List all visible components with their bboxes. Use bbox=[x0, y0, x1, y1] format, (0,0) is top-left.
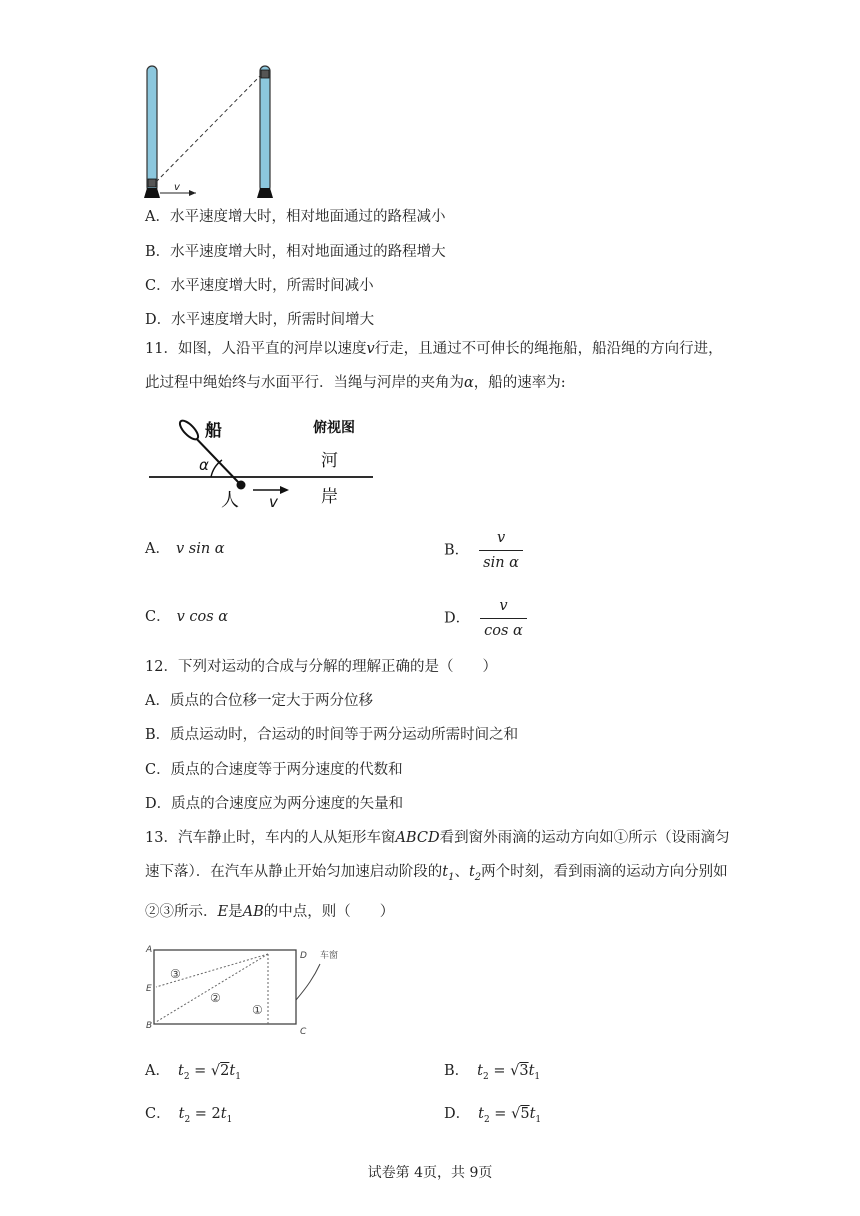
river-label: 河 bbox=[321, 451, 338, 471]
window-pointer-line bbox=[296, 964, 320, 1000]
label-e: E bbox=[146, 984, 152, 994]
q12-option-d: D．质点的合速度应为两分速度的矢量和 bbox=[145, 796, 404, 812]
right-tube-base bbox=[257, 188, 273, 198]
q12-stem: 12．下列对运动的合成与分解的理解正确的是（ ） bbox=[145, 659, 497, 675]
boat-label: 船 bbox=[205, 421, 222, 441]
label-circle-2: ② bbox=[210, 991, 221, 1005]
v-label: v bbox=[269, 493, 278, 511]
label-window: 车窗 bbox=[320, 951, 339, 961]
label-c: C bbox=[300, 1027, 307, 1037]
q11-option-b: B． $\frac{v}{\text{sin α}}$ bbox=[444, 528, 523, 573]
q13-option-c: C． $t_2 = 2t_1$ bbox=[145, 1106, 233, 1125]
car-window-figure bbox=[142, 942, 352, 1038]
q12-option-a: A．质点的合位移一定大于两分位移 bbox=[145, 693, 373, 709]
right-tube bbox=[260, 66, 270, 192]
left-block bbox=[148, 179, 156, 187]
q13-option-d: D． $t_2 = √5t_1$ bbox=[444, 1106, 542, 1125]
person-label: 人 bbox=[221, 490, 239, 511]
right-block bbox=[261, 70, 269, 78]
q12-option-c: C．质点的合速度等于两分速度的代数和 bbox=[145, 762, 403, 778]
left-tube-base bbox=[144, 188, 160, 198]
q10-option-b: B．水平速度增大时，相对地面通过的路程增大 bbox=[145, 244, 446, 260]
velocity-label: v bbox=[174, 182, 180, 193]
q13-option-b: B． $t_2 = √3t_1$ bbox=[444, 1063, 541, 1082]
q11-option-a: A． v sin α bbox=[145, 541, 225, 557]
view-label: 俯视图 bbox=[313, 420, 355, 436]
bank-label: 岸 bbox=[321, 487, 338, 507]
velocity-arrowhead bbox=[189, 190, 196, 196]
label-b: B bbox=[146, 1021, 153, 1031]
tube-figure bbox=[140, 62, 280, 202]
q10-option-a: A．水平速度增大时，相对地面通过的路程减小 bbox=[145, 209, 446, 225]
q10-option-d: D．水平速度增大时，所需时间增大 bbox=[145, 312, 375, 328]
left-tube bbox=[147, 66, 157, 192]
label-d: D bbox=[300, 951, 307, 961]
person-dot bbox=[237, 481, 246, 490]
page-footer: 试卷第 4页，共 9页 bbox=[367, 1165, 493, 1181]
river-figure bbox=[145, 410, 385, 512]
dashed-path bbox=[156, 75, 261, 182]
q13-option-a: A． $t_2 = √2t_1$ bbox=[145, 1063, 241, 1082]
q12-option-b: B．质点运动时，合运动的时间等于两分运动所需时间之和 bbox=[145, 727, 519, 743]
alpha-label: α bbox=[199, 456, 209, 474]
window-rect bbox=[154, 950, 296, 1024]
label-circle-1: ① bbox=[252, 1003, 263, 1017]
v-arrowhead bbox=[280, 486, 289, 494]
q11-stem: 11．如图，人沿平直的河岸以速度v行走，且通过不可伸长的绳拖船，船沿绳的方向行进，此过程中绳始终与水面平行．当绳与河岸的夹角为α，船的速率为: bbox=[145, 341, 723, 391]
label-circle-3: ③ bbox=[170, 967, 181, 981]
q11-option-d: D． $\frac{v}{\text{cos α}}$ bbox=[444, 596, 527, 641]
q13-stem: 13．汽车静止时，车内的人从矩形车窗ABCD看到窗外雨滴的运动方向如①所示（设雨滴匀速下落）．在汽车从静止开始匀加速启动阶段的$t_1$、$t_2$两个时刻，看到雨滴的运动方向分别如②③所示．E是AB的中点，则（ ） bbox=[145, 830, 730, 920]
q11-option-c: C． v cos α bbox=[145, 609, 229, 625]
label-a: A bbox=[146, 945, 153, 955]
q10-option-c: C．水平速度增大时，所需时间减小 bbox=[145, 278, 374, 294]
